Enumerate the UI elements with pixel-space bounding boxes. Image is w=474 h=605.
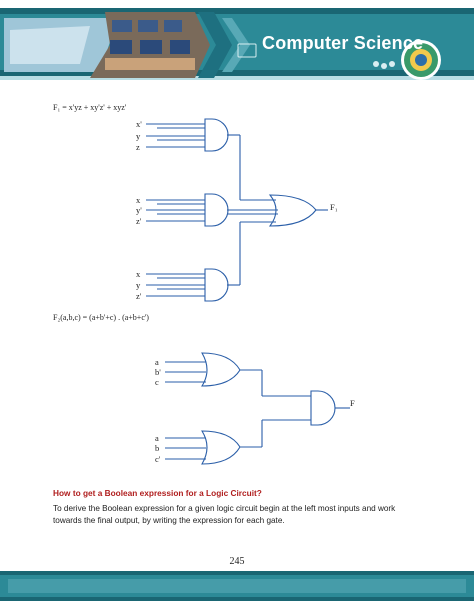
circuit2-diagram — [0, 330, 474, 480]
section-body: To derive the Boolean expression for a given logic circuit begin at the left most inputs and work towards the final output, by writing the expression for each gate. — [53, 504, 396, 525]
and-gate-3 — [205, 269, 228, 301]
c1-g2-in2: y' — [136, 205, 142, 215]
c1-g3-in3: z' — [136, 291, 142, 301]
c2-g2-in3: c' — [155, 454, 161, 464]
c2-g1-in1: a — [155, 357, 159, 367]
c1-g1-in3: z — [136, 142, 140, 152]
c2-g2-in2: b — [155, 443, 160, 453]
and-gate-1 — [205, 119, 228, 151]
page-number: 245 — [229, 556, 245, 567]
c2-g1-in3: c — [155, 377, 159, 387]
book-title: Computer Science — [262, 33, 424, 53]
footer-banner — [0, 567, 474, 605]
c2-g2-in1: a — [155, 433, 159, 443]
c2-output-label: F — [350, 398, 355, 408]
c2-g1-in2: b' — [155, 367, 161, 377]
and-gate-2 — [205, 194, 228, 226]
c1-g1-in2: y — [136, 131, 141, 141]
and-gate-4 — [311, 391, 335, 425]
circuit1-expression: F₁ = x'yz + xy'z' + xyz' — [53, 103, 127, 112]
c1-output-label: F₁ — [330, 202, 338, 212]
or-gate-3 — [202, 431, 240, 464]
or-gate-2 — [202, 353, 240, 386]
c1-g2-in3: z' — [136, 216, 142, 226]
c1-g3-in2: y — [136, 280, 141, 290]
c1-g3-in1: x — [136, 269, 141, 279]
c1-g2-in1: x — [136, 195, 141, 205]
section-heading: How to get a Boolean expression for a Logic Circuit? — [53, 488, 262, 498]
c1-g1-in1: x' — [136, 119, 142, 129]
circuit2-expression: F₂(a,b,c) = (a+b'+c) . (a+b+c') — [53, 313, 149, 322]
